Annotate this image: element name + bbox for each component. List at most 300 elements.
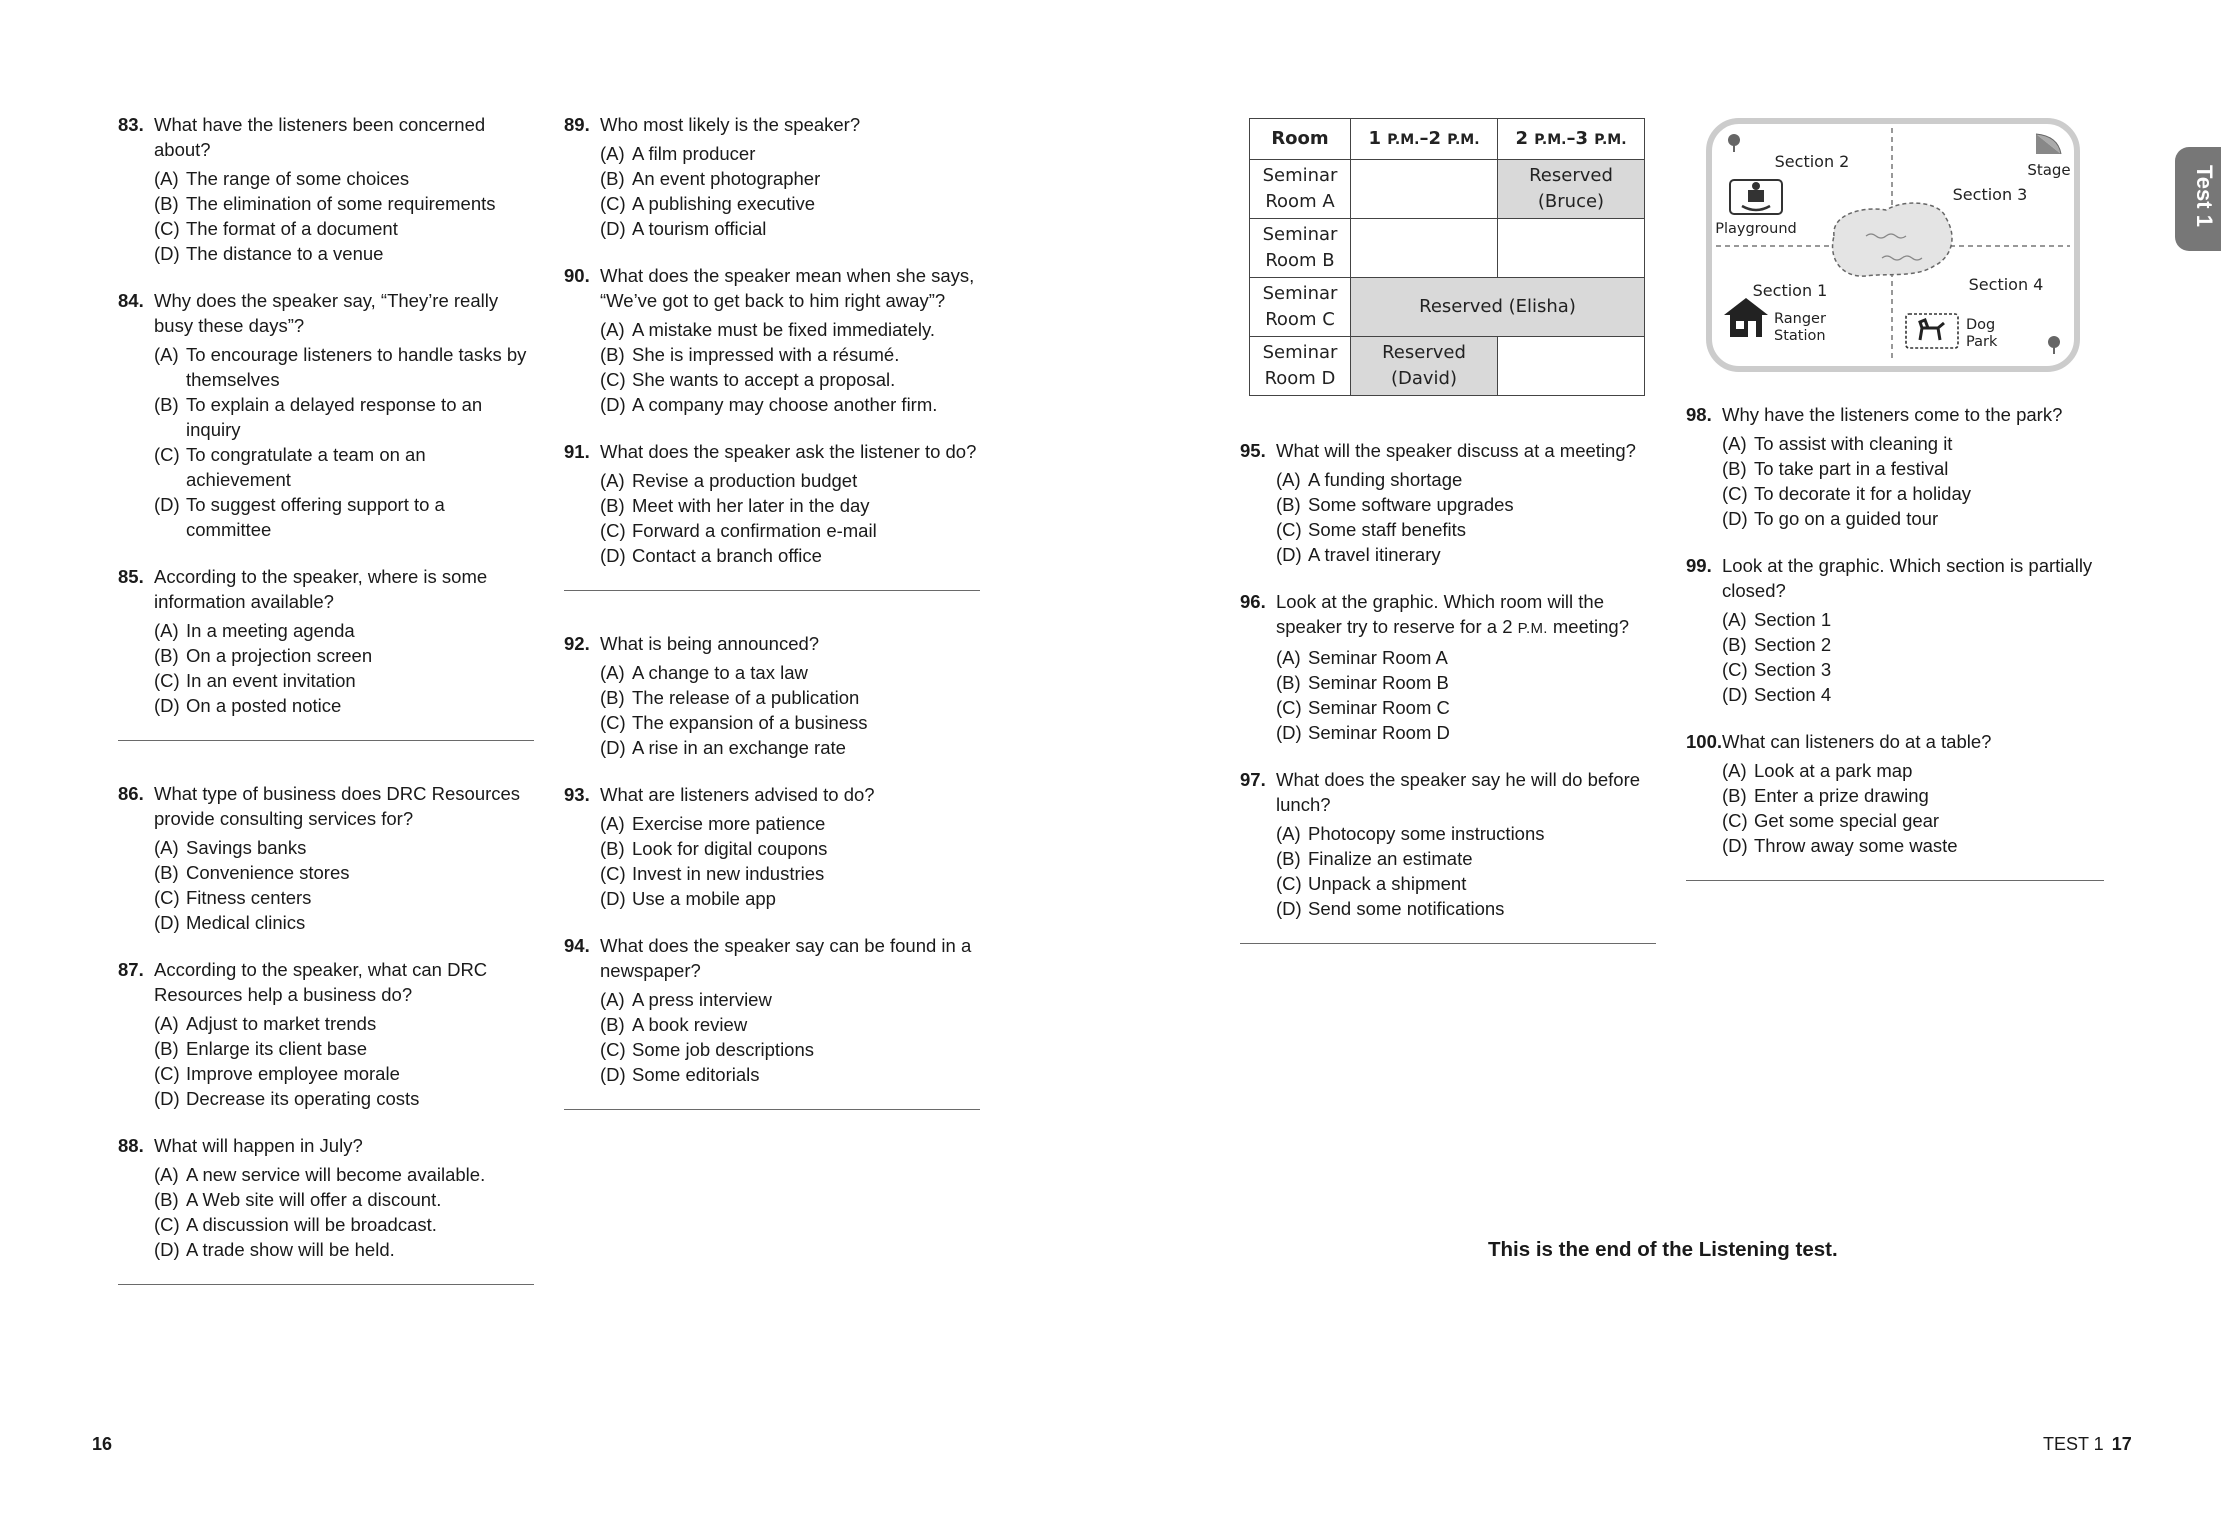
answer-option [1722,506,2104,531]
option-text: Some staff benefits [1308,519,1467,540]
question-text-main: What are listeners advised to do? [600,784,875,805]
question-stem [118,781,534,831]
answer-option [600,468,980,493]
option-letter: (D) [600,1064,626,1085]
answer-options [154,618,534,718]
ranger-label-2: Station [1774,328,1826,344]
question-stem [564,782,980,807]
question [564,112,980,241]
option-text: She is impressed with a résumé. [632,344,900,365]
answer-option [154,1036,534,1061]
question-number: 91. [564,441,590,462]
answer-option [600,367,980,392]
question-text-main: Why have the listeners come to the park? [1722,404,2063,425]
option-letter: (C) [600,1039,626,1060]
question-text-main: Why does the speaker say, “They’re really busy these days”? [154,290,499,336]
question [118,112,534,266]
option-letter: (A) [1722,433,1747,454]
question-stem [1240,438,1656,463]
question-text-main: What will the speaker discuss at a meeting? [1276,440,1636,461]
question-stem [564,439,980,464]
question-text [1276,767,1656,817]
question [1686,729,2104,858]
question-text-main: According to the speaker, what can DRC Resources help a business do? [154,959,488,1005]
answer-options [154,1011,534,1111]
answer-option [600,685,980,710]
empty-cell [1498,337,1645,396]
pond-shape [1833,203,1952,276]
option-letter: (C) [1276,519,1302,540]
option-text: Throw away some waste [1754,835,1958,856]
answer-option [600,710,980,735]
answer-option [600,493,980,518]
option-letter: (B) [154,862,179,883]
option-text: The expansion of a business [632,712,868,733]
option-text: On a projection screen [186,645,373,666]
answer-option [154,1162,534,1187]
answer-option [600,886,980,911]
room-b-cell: Seminar Room B [1250,219,1351,278]
option-letter: (A) [600,319,625,340]
option-letter: (B) [154,394,179,415]
park-map [1706,118,2080,372]
question-stem [118,1133,534,1158]
answer-option [1722,456,2104,481]
question-text [600,439,980,464]
question-number: 95. [1240,440,1266,461]
question-stem [1686,402,2104,427]
answer-option [600,1037,980,1062]
option-text: Seminar Room B [1308,672,1449,693]
option-text: Enter a prize drawing [1754,785,1929,806]
option-text: A new service will become available. [186,1164,486,1185]
answer-options [600,987,980,1087]
option-text: To encourage listeners to handle tasks by themselves [186,344,527,390]
question-text [600,631,980,656]
answer-option [154,643,534,668]
option-text: Invest in new industries [632,863,825,884]
option-letter: (A) [600,470,625,491]
question [1686,553,2104,707]
playground-icon [1730,180,1782,214]
option-text: Contact a branch office [632,545,822,566]
option-text: A change to a tax law [632,662,808,683]
option-letter: (C) [600,712,626,733]
question-text-main: What does the speaker say can be found in a newspaper? [600,935,972,981]
option-letter: (B) [600,1014,625,1035]
option-letter: (A) [1722,609,1747,630]
option-text: Exercise more patience [632,813,826,834]
question-text-main: What can listeners do at a table? [1722,731,1992,752]
option-letter: (C) [1276,873,1302,894]
end-note: This is the end of the Listening test. [1488,1238,1838,1261]
answer-option [600,811,980,836]
option-text: The distance to a venue [186,243,384,264]
answer-option [1276,846,1656,871]
answer-option [600,836,980,861]
option-letter: (B) [600,168,625,189]
question-text-main: What does the speaker ask the listener to do? [600,441,977,462]
option-text: Seminar Room A [1308,647,1448,668]
dog-label-1: Dog [1966,317,1996,333]
question [118,564,534,718]
option-text: To take part in a festival [1754,458,1949,479]
option-letter: (C) [154,1063,180,1084]
option-text: The format of a document [186,218,398,239]
question-number: 89. [564,114,590,135]
option-text: A funding shortage [1308,469,1463,490]
question-stem [118,112,534,162]
question [564,631,980,760]
question-stem [1240,767,1656,817]
answer-options [600,141,980,241]
answer-options [600,660,980,760]
answer-option [154,442,534,492]
option-letter: (A) [1276,823,1301,844]
option-text: Convenience stores [186,862,350,883]
option-text: Fitness centers [186,887,312,908]
question-text-main: Who most likely is the speaker? [600,114,861,135]
answer-options [600,468,980,568]
answer-option [154,885,534,910]
answer-options [154,1162,534,1262]
option-text: Seminar Room D [1308,722,1450,743]
question [118,1133,534,1262]
option-text: Some job descriptions [632,1039,815,1060]
room-a-cell: Seminar Room A [1250,160,1351,219]
reserved-bruce-cell: Reserved (Bruce) [1498,160,1645,219]
question-number: 87. [118,959,144,980]
option-text: To go on a guided tour [1754,508,1939,529]
answer-option [600,660,980,685]
answer-option [1276,517,1656,542]
question-text-after: meeting? [1547,616,1629,637]
question [564,782,980,911]
option-text: Section 4 [1754,684,1832,705]
question-number: 84. [118,290,144,311]
answer-option [1722,657,2104,682]
option-letter: (D) [154,695,180,716]
option-text: Medical clinics [186,912,306,933]
answer-option [600,166,980,191]
question-text-main: What type of business does DRC Resources provide consulting services for? [154,783,521,829]
answer-option [1722,481,2104,506]
section-4-label: Section 4 [1968,275,2044,294]
answer-option [154,166,534,191]
question-number: 86. [118,783,144,804]
ranger-label-1: Ranger [1774,311,1826,327]
option-letter: (A) [154,1013,179,1034]
answer-option [154,1011,534,1036]
right-column-1 [1240,438,1656,984]
table-row [1250,219,1645,278]
question-number: 85. [118,566,144,587]
question-text-main: What have the listeners been concerned about? [154,114,486,160]
answer-option [1722,833,2104,858]
answer-option [1276,821,1656,846]
option-letter: (C) [1722,659,1748,680]
option-text: A press interview [632,989,772,1010]
question-text [600,112,980,137]
answer-option [600,1062,980,1087]
question-stem [1686,553,2104,603]
answer-option [1276,670,1656,695]
question-text [154,957,534,1007]
answer-option [154,492,534,542]
answer-option [154,835,534,860]
option-text: A book review [632,1014,748,1035]
question-text [154,112,534,162]
answer-option [600,342,980,367]
option-letter: (B) [600,838,625,859]
option-letter: (A) [154,837,179,858]
option-letter: (B) [600,687,625,708]
option-letter: (B) [1722,458,1747,479]
section-divider [118,740,534,741]
question-stem [564,112,980,137]
option-text: Unpack a shipment [1308,873,1467,894]
answer-option [1722,808,2104,833]
option-letter: (C) [600,520,626,541]
answer-options [600,811,980,911]
option-letter: (B) [600,495,625,516]
section-divider [1686,880,2104,881]
answer-option [154,1237,534,1262]
option-text: A Web site will offer a discount. [186,1189,442,1210]
page-number-right: TEST 1 17 [2043,1434,2132,1454]
question [1240,767,1656,921]
option-letter: (B) [1276,848,1301,869]
option-text: Photocopy some instructions [1308,823,1545,844]
answer-option [154,668,534,693]
question-stem [118,564,534,614]
section-divider [118,1284,534,1285]
answer-option [154,1212,534,1237]
table-row [1250,278,1645,337]
answer-option [600,735,980,760]
option-letter: (B) [1722,634,1747,655]
answer-option [600,861,980,886]
option-text: Look for digital coupons [632,838,828,859]
question [564,263,980,417]
option-text: Decrease its operating costs [186,1088,420,1109]
option-text: A travel itinerary [1308,544,1441,565]
empty-cell [1351,219,1498,278]
question-number: 96. [1240,591,1266,612]
option-letter: (C) [1722,483,1748,504]
question [1240,438,1656,567]
answer-option [154,241,534,266]
reserved-elisha-cell: Reserved (Elisha) [1351,278,1645,337]
right-column-2 [1686,402,2104,921]
answer-options [600,317,980,417]
answer-option [154,860,534,885]
option-text: Section 1 [1754,609,1832,630]
answer-option [600,987,980,1012]
option-text: To assist with cleaning it [1754,433,1953,454]
question [564,933,980,1087]
question-number: 90. [564,265,590,286]
answer-option [1276,695,1656,720]
question-stem [1240,589,1656,641]
option-text: The range of some choices [186,168,410,189]
question-text-main: Look at the graphic. Which room will the speaker try to reserve for a 2 [1276,591,1605,637]
option-text: A publishing executive [632,193,816,214]
answer-options [1722,758,2104,858]
option-letter: (D) [154,1088,180,1109]
question-text [600,263,980,313]
option-letter: (B) [154,1038,179,1059]
question-text [154,781,534,831]
option-letter: (C) [154,1214,180,1235]
option-text: A trade show will be held. [186,1239,395,1260]
section-1-label: Section 1 [1752,281,1828,300]
room-d-cell: Seminar Room D [1250,337,1351,396]
answer-option [154,191,534,216]
answer-option [1276,720,1656,745]
option-text: Some editorials [632,1064,760,1085]
left-column-2 [564,112,980,1150]
dog-park-icon [1906,314,1958,348]
section-3-label: Section 3 [1952,185,2028,204]
option-text: Improve employee morale [186,1063,400,1084]
answer-option [1722,682,2104,707]
question-number: 88. [118,1135,144,1156]
question [118,957,534,1111]
option-letter: (C) [154,218,180,239]
answer-option [1276,542,1656,567]
answer-option [154,693,534,718]
option-letter: (D) [600,737,626,758]
answer-option [1722,431,2104,456]
reserved-david-cell: Reserved (David) [1351,337,1498,396]
question-text-smallcaps: P.M. [1517,620,1548,637]
question-stem [564,631,980,656]
empty-cell [1351,160,1498,219]
option-letter: (D) [1276,544,1302,565]
section-divider [564,590,980,591]
table-row [1250,160,1645,219]
dog-label-2: Park [1966,334,1998,350]
question-text [600,933,980,983]
option-text: To congratulate a team on an achievement [186,444,426,490]
question-text-main: What is being announced? [600,633,820,654]
question-text [1722,402,2104,427]
option-letter: (A) [600,662,625,683]
option-letter: (B) [1276,672,1301,693]
playground-label: Playground [1715,221,1797,237]
answer-option [1722,607,2104,632]
option-letter: (D) [1276,898,1302,919]
option-letter: (A) [600,989,625,1010]
answer-option [1722,758,2104,783]
option-letter: (D) [154,912,180,933]
answer-option [154,1187,534,1212]
answer-options [1722,431,2104,531]
option-letter: (D) [154,494,180,515]
option-text: Get some special gear [1754,810,1940,831]
question-text-main: Look at the graphic. Which section is partially closed? [1722,555,2093,601]
option-letter: (C) [154,670,180,691]
test-1-tab: Test 1 [2175,147,2221,251]
option-letter: (B) [154,1189,179,1210]
option-letter: (A) [154,1164,179,1185]
answer-options [1276,821,1656,921]
question-text [1276,589,1656,641]
option-text: A tourism official [632,218,767,239]
option-text: The elimination of some requirements [186,193,496,214]
answer-options [154,835,534,935]
answer-option [1722,783,2104,808]
option-text: To suggest offering support to a committee [186,494,445,540]
option-letter: (B) [600,344,625,365]
answer-options [154,342,534,542]
option-letter: (C) [154,444,180,465]
option-letter: (A) [1722,760,1747,781]
answer-option [154,618,534,643]
option-letter: (D) [1722,684,1748,705]
option-text: Use a mobile app [632,888,776,909]
answer-option [1722,632,2104,657]
question-number: 93. [564,784,590,805]
answer-option [154,1086,534,1111]
option-letter: (D) [154,243,180,264]
option-letter: (B) [1276,494,1301,515]
room-schedule-table [1249,118,1645,396]
answer-option [154,1061,534,1086]
answer-option [600,317,980,342]
option-text: An event photographer [632,168,821,189]
option-letter: (B) [154,645,179,666]
option-text: Finalize an estimate [1308,848,1473,869]
option-letter: (A) [154,344,179,365]
page-number-left: 16 [92,1434,113,1454]
option-text: A discussion will be broadcast. [186,1214,437,1235]
option-letter: (C) [600,863,626,884]
option-text: Adjust to market trends [186,1013,377,1034]
option-letter: (D) [600,545,626,566]
question-number: 92. [564,633,590,654]
answer-option [154,216,534,241]
question-text-main: What does the speaker say he will do before lunch? [1276,769,1641,815]
answer-option [600,216,980,241]
option-text: Savings banks [186,837,307,858]
answer-option [600,518,980,543]
option-text: On a posted notice [186,695,342,716]
question-stem [1686,729,2104,754]
option-letter: (D) [600,218,626,239]
option-text: The release of a publication [632,687,860,708]
section-divider [564,1109,980,1110]
left-column-1 [118,112,534,1325]
option-text: Look at a park map [1754,760,1913,781]
answer-option [1276,896,1656,921]
option-text: Some software upgrades [1308,494,1514,515]
option-text: To decorate it for a holiday [1754,483,1971,504]
option-text: Section 3 [1754,659,1832,680]
option-letter: (D) [1276,722,1302,743]
question [1240,589,1656,745]
answer-option [1276,871,1656,896]
question-number: 98. [1686,404,1712,425]
option-letter: (A) [1276,647,1301,668]
option-letter: (A) [154,620,179,641]
option-text: Seminar Room C [1308,697,1450,718]
question [118,781,534,935]
option-letter: (A) [1276,469,1301,490]
option-text: Revise a production budget [632,470,858,491]
answer-option [154,392,534,442]
